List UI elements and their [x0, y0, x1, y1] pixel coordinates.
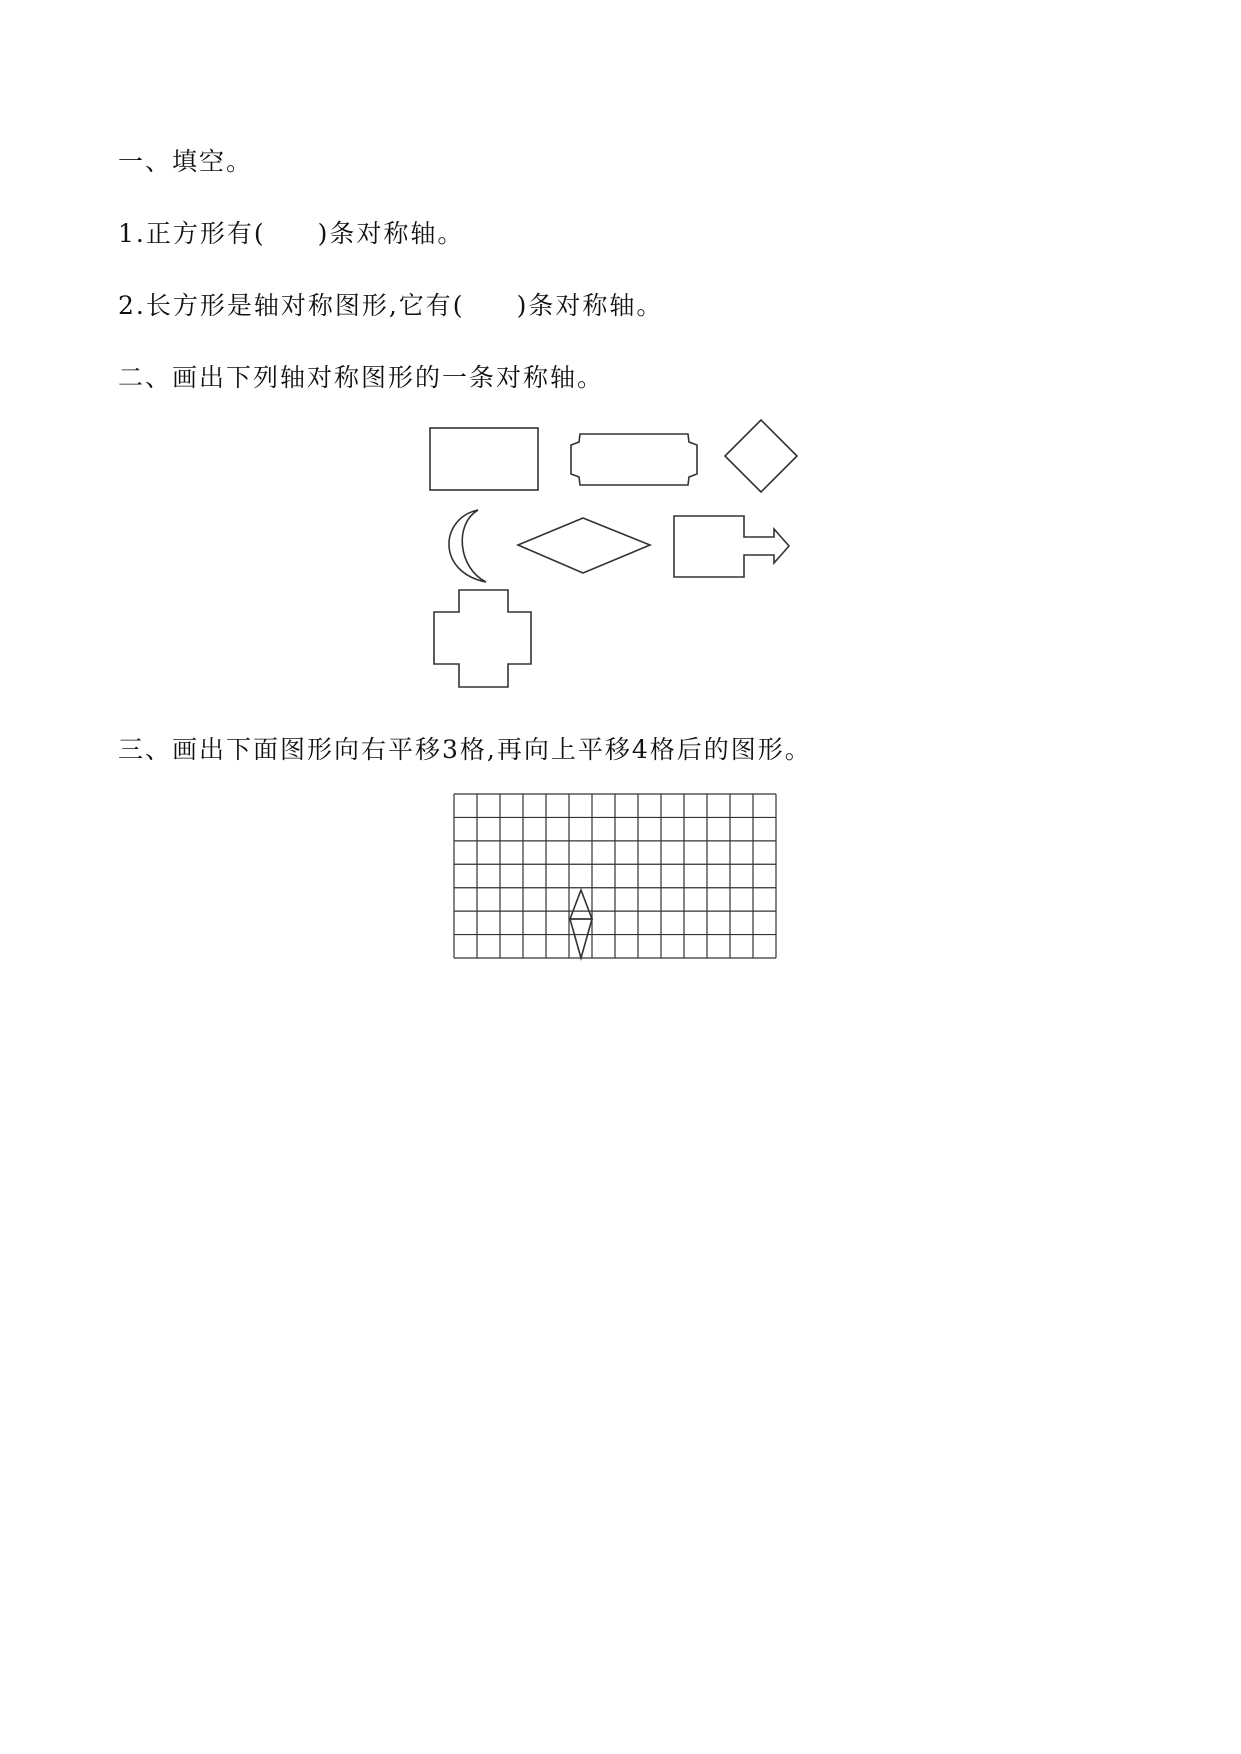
translation-grid[interactable] — [454, 794, 776, 958]
section2-heading: 二、画出下列轴对称图形的一条对称轴。 — [118, 363, 605, 392]
question-2-before: 2.长方形是轴对称图形,它有( — [118, 291, 465, 320]
crescent-shape[interactable] — [449, 510, 486, 582]
question-1-after: )条对称轴。 — [317, 219, 465, 248]
section3-heading: 三、画出下面图形向右平移3格,再向上平移4格后的图形。 — [118, 735, 812, 764]
section1-heading: 一、填空。 — [118, 147, 254, 176]
question-2-after: )条对称轴。 — [516, 291, 664, 320]
rectangle-shape[interactable] — [430, 428, 538, 490]
square-with-arrow-shape[interactable] — [674, 516, 789, 577]
grid-figure-upper-triangle — [570, 890, 592, 919]
notched-rectangle-shape[interactable] — [571, 434, 697, 485]
grid-figure-lower-triangle — [570, 919, 592, 958]
rhombus-shape[interactable] — [518, 518, 650, 573]
question-1-before: 1.正方形有( — [118, 219, 266, 248]
diamond-square-shape[interactable] — [725, 420, 797, 492]
cross-shape[interactable] — [434, 590, 531, 687]
